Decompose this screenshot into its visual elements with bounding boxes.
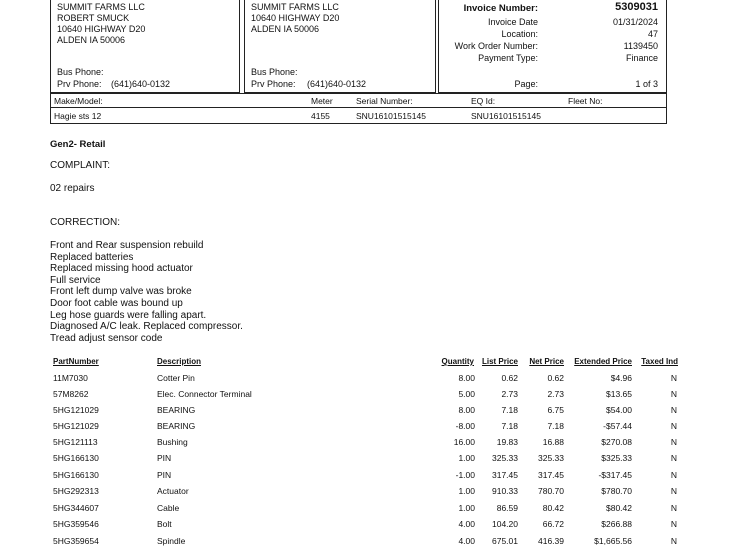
- table-row: [0, 389, 740, 405]
- net-price: 780.70: [538, 486, 564, 496]
- part-number: 5HG166130: [53, 470, 99, 480]
- part-number: 5HG359654: [53, 536, 99, 546]
- quantity: 1.00: [458, 486, 475, 496]
- taxed-ind: N: [670, 486, 677, 496]
- net-price: 325.33: [538, 453, 564, 463]
- correction-line: Replaced missing hood actuator: [50, 263, 193, 275]
- list-price: 86.59: [496, 503, 518, 513]
- serial-value: SNU16101515145: [356, 111, 426, 121]
- parts-header-row: [0, 357, 740, 373]
- invoice-details-box: [438, 0, 667, 93]
- table-row: [0, 453, 740, 469]
- list-price: 19.83: [496, 437, 518, 447]
- list-price: 7.18: [501, 421, 518, 431]
- extended-price: $325.33: [601, 453, 632, 463]
- ship-to-box: [244, 0, 436, 93]
- table-row: [0, 405, 740, 421]
- correction-line: Front and Rear suspension rebuild: [50, 240, 204, 251]
- complaint-label: COMPLAINT:: [50, 160, 111, 171]
- correction-list: [50, 240, 243, 344]
- taxed-ind: N: [670, 421, 677, 431]
- payment-type-label: Payment Type:: [478, 53, 538, 63]
- extended-price: $4.96: [610, 373, 632, 383]
- part-number: 5HG166130: [53, 453, 99, 463]
- complaint-text: 02 repairs: [50, 183, 95, 194]
- quantity: 5.00: [458, 389, 475, 399]
- part-description: Elec. Connector Terminal: [157, 389, 252, 399]
- header-part-number: PartNumber: [53, 357, 99, 366]
- net-price: 66.72: [542, 519, 564, 529]
- header-list-price: List Price: [481, 357, 518, 366]
- bill-to-contact: ROBERT SMUCK: [57, 13, 130, 23]
- table-row: [0, 503, 740, 519]
- ship-to-bus-phone-label: Bus Phone:: [251, 67, 298, 77]
- part-number: 5HG121029: [53, 421, 99, 431]
- make-model-label: Make/Model:: [54, 96, 103, 106]
- net-price: 16.88: [542, 437, 564, 447]
- net-price: 80.42: [542, 503, 564, 513]
- part-description: Spindle: [157, 536, 186, 546]
- part-description: Cotter Pin: [157, 373, 195, 383]
- taxed-ind: N: [670, 519, 677, 529]
- table-row: [0, 437, 740, 453]
- payment-type-value: Finance: [625, 53, 658, 63]
- taxed-ind: N: [670, 536, 677, 546]
- taxed-ind: N: [670, 389, 677, 399]
- job-title: Gen2- Retail: [50, 139, 106, 150]
- ship-to-company: SUMMIT FARMS LLC: [251, 2, 339, 12]
- bill-to-prv-phone-label: Prv Phone:: [57, 79, 102, 89]
- net-price: 6.75: [547, 405, 564, 415]
- correction-line: Diagnosed A/C leak. Replaced compressor.: [50, 321, 243, 333]
- list-price: 675.01: [492, 536, 518, 546]
- list-price: 7.18: [501, 405, 518, 415]
- table-row: [0, 536, 740, 552]
- part-description: Cable: [157, 503, 180, 513]
- part-description: Actuator: [157, 486, 189, 496]
- bill-to-bus-phone-label: Bus Phone:: [57, 67, 104, 77]
- header-net-price: Net Price: [529, 357, 564, 366]
- extended-price: $1,665.56: [594, 536, 632, 546]
- extended-price: $270.08: [601, 437, 632, 447]
- quantity: 8.00: [458, 373, 475, 383]
- extended-price: -$57.44: [603, 421, 632, 431]
- meter-value: 4155: [311, 111, 330, 121]
- extended-price: $266.88: [601, 519, 632, 529]
- taxed-ind: N: [670, 453, 677, 463]
- part-number: 5HG359546: [53, 519, 99, 529]
- quantity: 1.00: [458, 453, 475, 463]
- invoice-number: 5309031: [615, 1, 658, 13]
- correction-line: Full service: [50, 274, 101, 286]
- fleet-label: Fleet No:: [568, 96, 603, 106]
- part-number: 5HG344607: [53, 503, 99, 513]
- part-number: 5HG121029: [53, 405, 99, 415]
- invoice-number-label: Invoice Number:: [463, 3, 538, 14]
- table-row: [0, 421, 740, 437]
- part-description: BEARING: [157, 405, 196, 415]
- part-description: PIN: [157, 453, 172, 463]
- header-taxed-ind: Taxed Ind: [641, 357, 678, 366]
- taxed-ind: N: [670, 373, 677, 383]
- net-price: 0.62: [547, 373, 564, 383]
- meter-label: Meter: [311, 96, 333, 106]
- correction-line: Door foot cable was bound up: [50, 297, 183, 309]
- page-label: Page:: [514, 79, 538, 89]
- net-price: 317.45: [538, 470, 564, 480]
- ship-to-address2: ALDEN IA 50006: [251, 24, 320, 34]
- correction-label: CORRECTION:: [50, 217, 120, 228]
- ship-to-prv-phone: (641)640-0132: [307, 79, 367, 89]
- correction-line: Tread adjust sensor code: [50, 332, 163, 344]
- bill-to-address2: ALDEN IA 50006: [57, 35, 126, 45]
- net-price: 416.39: [538, 536, 564, 546]
- correction-line: Replaced batteries: [50, 251, 134, 263]
- table-row: [0, 486, 740, 502]
- equipment-box: [50, 93, 667, 124]
- part-number: 57M8262: [53, 389, 89, 399]
- extended-price: -$317.45: [598, 470, 632, 480]
- ship-to-address1: 10640 HIGHWAY D20: [251, 13, 340, 23]
- part-description: Bolt: [157, 519, 172, 529]
- page-value: 1 of 3: [635, 79, 658, 89]
- invoice-date-label: Invoice Date: [487, 17, 538, 27]
- taxed-ind: N: [670, 437, 677, 447]
- header-extended-price: Extended Price: [574, 357, 632, 366]
- part-number: 5HG121113: [53, 437, 98, 447]
- quantity: 16.00: [453, 437, 475, 447]
- table-row: [0, 373, 740, 389]
- net-price: 7.18: [547, 421, 564, 431]
- work-order-value: 1139450: [623, 41, 658, 51]
- net-price: 2.73: [547, 389, 564, 399]
- list-price: 910.33: [492, 486, 518, 496]
- header-description: Description: [157, 357, 202, 366]
- quantity: 4.00: [458, 536, 475, 546]
- taxed-ind: N: [670, 405, 677, 415]
- part-number: 5HG292313: [53, 486, 99, 496]
- bill-to-address1: 10640 HIGHWAY D20: [57, 24, 146, 34]
- eq-id-value: SNU16101515145: [471, 111, 541, 121]
- quantity: -1.00: [455, 470, 475, 480]
- correction-line: Front left dump valve was broke: [50, 286, 192, 298]
- taxed-ind: N: [670, 503, 677, 513]
- bill-to-box: [50, 0, 240, 93]
- part-description: Bushing: [157, 437, 188, 447]
- quantity: 8.00: [458, 405, 475, 415]
- correction-line: Leg hose guards were falling apart.: [50, 309, 207, 321]
- make-model-value: Hagie sts 12: [54, 111, 102, 121]
- work-order-label: Work Order Number:: [454, 41, 538, 51]
- list-price: 0.62: [501, 373, 518, 383]
- extended-price: $80.42: [606, 503, 632, 513]
- list-price: 325.33: [492, 453, 518, 463]
- extended-price: $780.70: [601, 486, 632, 496]
- quantity: 4.00: [458, 519, 475, 529]
- part-description: BEARING: [157, 421, 196, 431]
- serial-label: Serial Number:: [356, 96, 413, 106]
- extended-price: $54.00: [606, 405, 632, 415]
- extended-price: $13.65: [606, 389, 632, 399]
- list-price: 2.73: [501, 389, 518, 399]
- quantity: -8.00: [455, 421, 475, 431]
- part-description: PIN: [157, 470, 172, 480]
- bill-to-company: SUMMIT FARMS LLC: [57, 2, 145, 12]
- bill-to-prv-phone: (641)640-0132: [111, 79, 171, 89]
- list-price: 104.20: [492, 519, 518, 529]
- equipment-divider: [51, 107, 666, 108]
- table-row: [0, 470, 740, 486]
- location-value: 47: [647, 29, 658, 39]
- quantity: 1.00: [458, 503, 475, 513]
- location-label: Location:: [501, 29, 538, 39]
- invoice-date: 01/31/2024: [612, 17, 658, 27]
- header-quantity: Quantity: [441, 357, 474, 366]
- part-number: 11M7030: [53, 373, 88, 383]
- taxed-ind: N: [670, 470, 677, 480]
- list-price: 317.45: [492, 470, 518, 480]
- eq-id-label: EQ Id:: [471, 96, 496, 106]
- ship-to-prv-phone-label: Prv Phone:: [251, 79, 296, 89]
- table-row: [0, 519, 740, 535]
